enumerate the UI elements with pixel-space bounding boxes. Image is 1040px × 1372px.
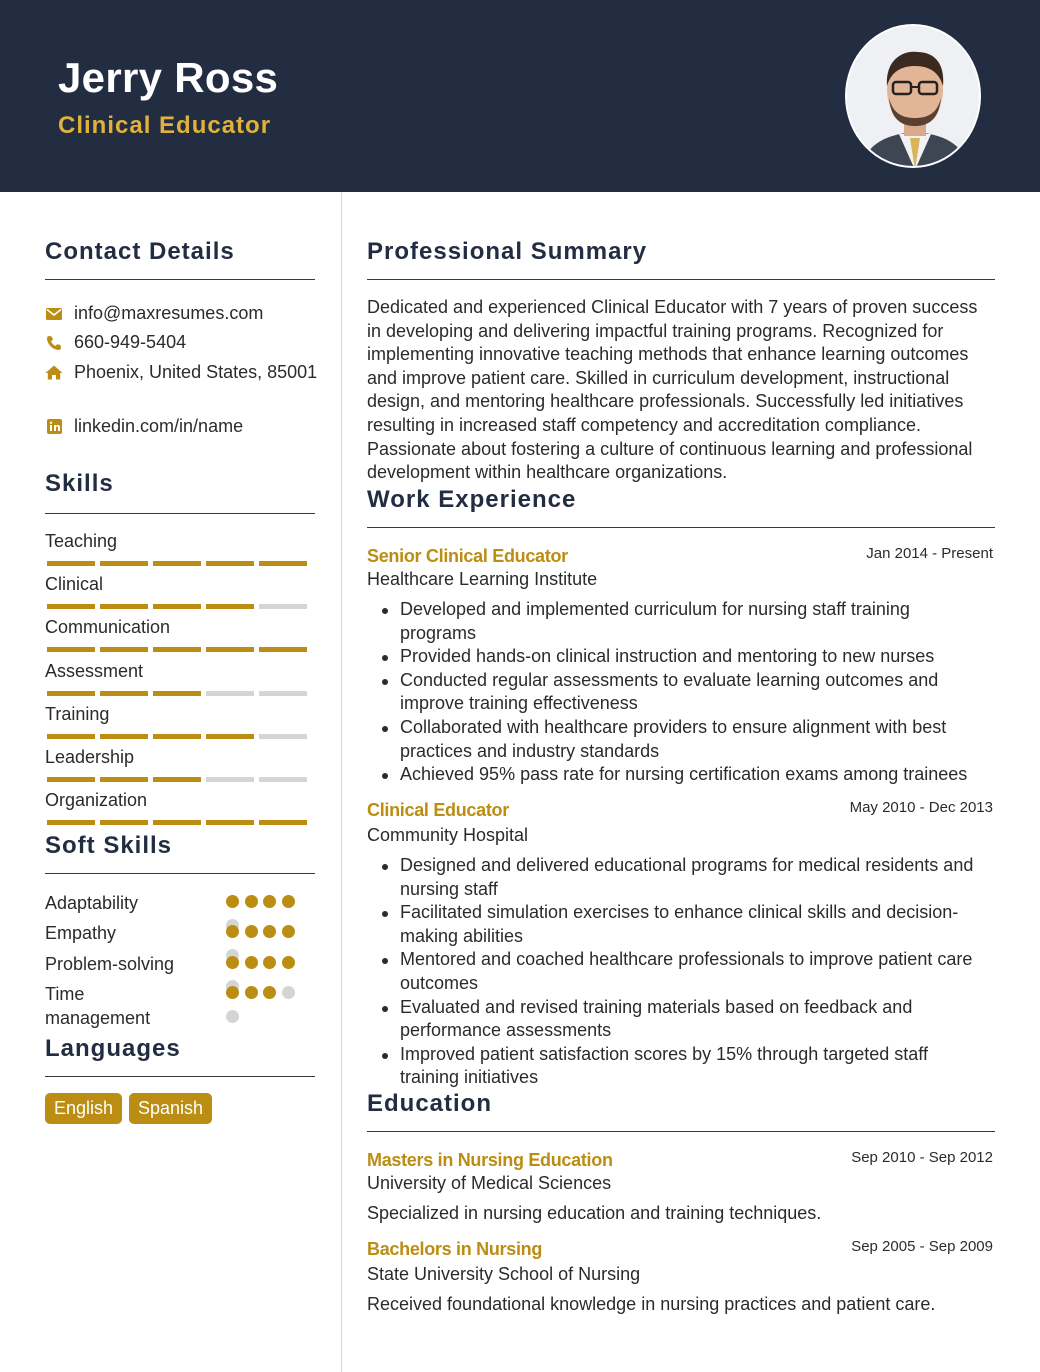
soft-skill-name: Time management xyxy=(45,984,151,1028)
skill-level-segment xyxy=(47,561,95,566)
list-item: Developed and implemented curriculum for nursing staff training programs xyxy=(380,598,985,645)
language-badge: English xyxy=(45,1093,122,1124)
soft-skill-name: Adaptability xyxy=(45,893,139,913)
rating-dot xyxy=(282,956,295,969)
skill-level-bar xyxy=(47,820,307,825)
job-bullets xyxy=(380,598,985,787)
rating-dot xyxy=(263,895,276,908)
skill-level-segment xyxy=(153,691,201,696)
education-rule xyxy=(367,1131,995,1132)
education-description: Received foundational knowledge in nursing practices and patient care. xyxy=(367,1294,936,1314)
candidate-name: Jerry Ross xyxy=(58,54,279,101)
skills-rule xyxy=(45,513,315,514)
skill-level-bar xyxy=(47,604,307,609)
skill-level-segment xyxy=(100,734,148,739)
rating-dot xyxy=(226,1010,239,1023)
skill-level-segment xyxy=(100,777,148,782)
list-item: Improved patient satisfaction scores by 15% through targeted staff training initiatives xyxy=(380,1043,985,1090)
skill-level-segment xyxy=(100,604,148,609)
skill-level-segment xyxy=(206,734,254,739)
phone-text: 660-949-5404 xyxy=(74,332,187,352)
rating-dot xyxy=(263,956,276,969)
experience-heading: Work Experience xyxy=(367,486,577,513)
skill-level-segment xyxy=(100,561,148,566)
job-dates: May 2010 - Dec 2013 xyxy=(849,799,993,816)
rating-dot xyxy=(226,986,239,999)
contact-heading: Contact Details xyxy=(45,238,235,265)
skill-level-segment xyxy=(47,734,95,739)
contact-linkedin[interactable] xyxy=(45,416,243,437)
degree-title: Bachelors in Nursing xyxy=(367,1239,543,1259)
skill-level-segment xyxy=(100,647,148,652)
list-item: Mentored and coached healthcare professionals to improve patient care outcomes xyxy=(380,948,985,995)
contact-email[interactable] xyxy=(45,303,263,324)
skill-level-segment xyxy=(206,777,254,782)
skills-heading: Skills xyxy=(45,470,114,497)
job-organization: Healthcare Learning Institute xyxy=(367,569,598,589)
rating-dot xyxy=(226,895,239,908)
skill-level-segment xyxy=(206,604,254,609)
skill-level-bar xyxy=(47,691,307,696)
skill-level-segment xyxy=(153,820,201,825)
summary-heading: Professional Summary xyxy=(367,238,648,265)
list-item: Evaluated and revised training materials based on feedback and performance assessments xyxy=(380,996,985,1043)
list-item: Achieved 95% pass rate for nursing certification exams among trainees xyxy=(380,763,985,787)
rating-dot xyxy=(226,956,239,969)
language-badge: Spanish xyxy=(129,1093,212,1124)
profile-photo xyxy=(845,24,981,168)
list-item: Conducted regular assessments to evaluate learning outcomes and improve training effectiveness xyxy=(380,669,985,716)
skill-level-segment xyxy=(153,604,201,609)
skill-level-segment xyxy=(47,647,95,652)
skill-level-segment xyxy=(259,820,307,825)
skill-level-segment xyxy=(100,691,148,696)
soft-skill-name: Empathy xyxy=(45,923,117,943)
rating-dot xyxy=(245,956,258,969)
home-icon xyxy=(45,364,63,382)
skill-name: Training xyxy=(45,703,110,724)
skill-level-segment xyxy=(153,647,201,652)
list-item: Facilitated simulation exercises to enhance clinical skills and decision-making abilities xyxy=(380,901,985,948)
rating-dot xyxy=(282,986,295,999)
job-dates: Jan 2014 - Present xyxy=(866,545,993,562)
skill-level-segment xyxy=(47,691,95,696)
soft-skills-heading: Soft Skills xyxy=(45,832,173,859)
skill-level-segment xyxy=(153,561,201,566)
job-organization: Community Hospital xyxy=(367,825,529,845)
rating-dot xyxy=(282,895,295,908)
rating-dot xyxy=(263,925,276,938)
job-title: Clinical Educator xyxy=(367,800,509,820)
rating-dot xyxy=(226,925,239,938)
languages-heading: Languages xyxy=(45,1035,181,1062)
skill-name: Assessment xyxy=(45,660,144,681)
skill-level-segment xyxy=(259,777,307,782)
address-text: Phoenix, United States, 85001 xyxy=(74,362,318,382)
envelope-icon xyxy=(45,305,63,323)
contact-address xyxy=(45,362,317,383)
education-description: Specialized in nursing education and training techniques. xyxy=(367,1203,822,1223)
rating-dot xyxy=(245,895,258,908)
rating-dot xyxy=(245,986,258,999)
skill-level-segment xyxy=(100,820,148,825)
skill-name: Communication xyxy=(45,617,171,638)
degree-title: Masters in Nursing Education xyxy=(367,1150,613,1170)
contact-rule xyxy=(45,279,315,280)
skill-level-segment xyxy=(47,604,95,609)
skill-level-bar xyxy=(47,561,307,566)
soft-skill-name: Problem-solving xyxy=(45,954,175,974)
skill-level-segment xyxy=(259,647,307,652)
skill-level-segment xyxy=(206,647,254,652)
column-divider xyxy=(341,192,342,1372)
skill-level-segment xyxy=(259,604,307,609)
skill-level-bar xyxy=(47,734,307,739)
list-item: Designed and delivered educational programs for medical residents and nursing staff xyxy=(380,854,985,901)
school-name: University of Medical Sciences xyxy=(367,1173,612,1193)
skill-level-segment xyxy=(206,561,254,566)
skill-level-segment xyxy=(47,777,95,782)
skill-level-bar xyxy=(47,647,307,652)
job-title: Senior Clinical Educator xyxy=(367,546,568,566)
candidate-title: Clinical Educator xyxy=(58,112,272,139)
skill-name: Leadership xyxy=(45,747,135,767)
job-bullets xyxy=(380,854,985,1090)
rating-dot xyxy=(263,986,276,999)
summary-rule xyxy=(367,279,995,280)
list-item: Provided hands-on clinical instruction and mentoring to new nurses xyxy=(380,645,985,669)
phone-icon xyxy=(45,334,63,352)
skill-level-segment xyxy=(206,820,254,825)
skill-level-bar xyxy=(47,777,307,782)
skill-name: Clinical xyxy=(45,574,104,595)
languages-rule xyxy=(45,1076,315,1077)
contact-phone[interactable] xyxy=(45,332,186,353)
skill-level-segment xyxy=(259,691,307,696)
rating-dot xyxy=(245,925,258,938)
school-name: State University School of Nursing xyxy=(367,1264,641,1284)
skill-level-segment xyxy=(153,734,201,739)
skill-name: Organization xyxy=(45,790,148,811)
email-text: info@maxresumes.com xyxy=(74,303,264,323)
rating-dot xyxy=(282,925,295,938)
skill-level-segment xyxy=(206,691,254,696)
soft-skills-rule xyxy=(45,873,315,874)
skill-name: Teaching xyxy=(45,531,118,551)
skill-level-segment xyxy=(153,777,201,782)
experience-rule xyxy=(367,527,995,528)
education-dates: Sep 2005 - Sep 2009 xyxy=(851,1238,993,1255)
skill-level-segment xyxy=(47,820,95,825)
profile-photo-icon xyxy=(847,26,981,168)
skill-level-segment xyxy=(259,734,307,739)
skill-level-segment xyxy=(259,561,307,566)
resume-header xyxy=(0,0,1040,192)
linkedin-icon xyxy=(45,418,63,436)
list-item: Collaborated with healthcare providers to ensure alignment with best practices and industry standards xyxy=(380,716,985,763)
summary-text: Dedicated and experienced Clinical Educator with 7 years of proven success in developing and delivering impactful training programs. Recognized for implementing innovative teaching methods that enhance learning outcomes and improve patient care. Skilled in curriculum development, instructional design, and mentoring healthcare professionals. Successfully led initiatives resulting in increased staff competency and accreditation compliance. Passionate about fostering a culture of continuous learning and professional development within healthcare organizations. xyxy=(367,297,978,483)
education-dates: Sep 2010 - Sep 2012 xyxy=(851,1149,993,1166)
education-heading: Education xyxy=(367,1090,493,1117)
linkedin-text: linkedin.com/in/name xyxy=(74,416,244,436)
